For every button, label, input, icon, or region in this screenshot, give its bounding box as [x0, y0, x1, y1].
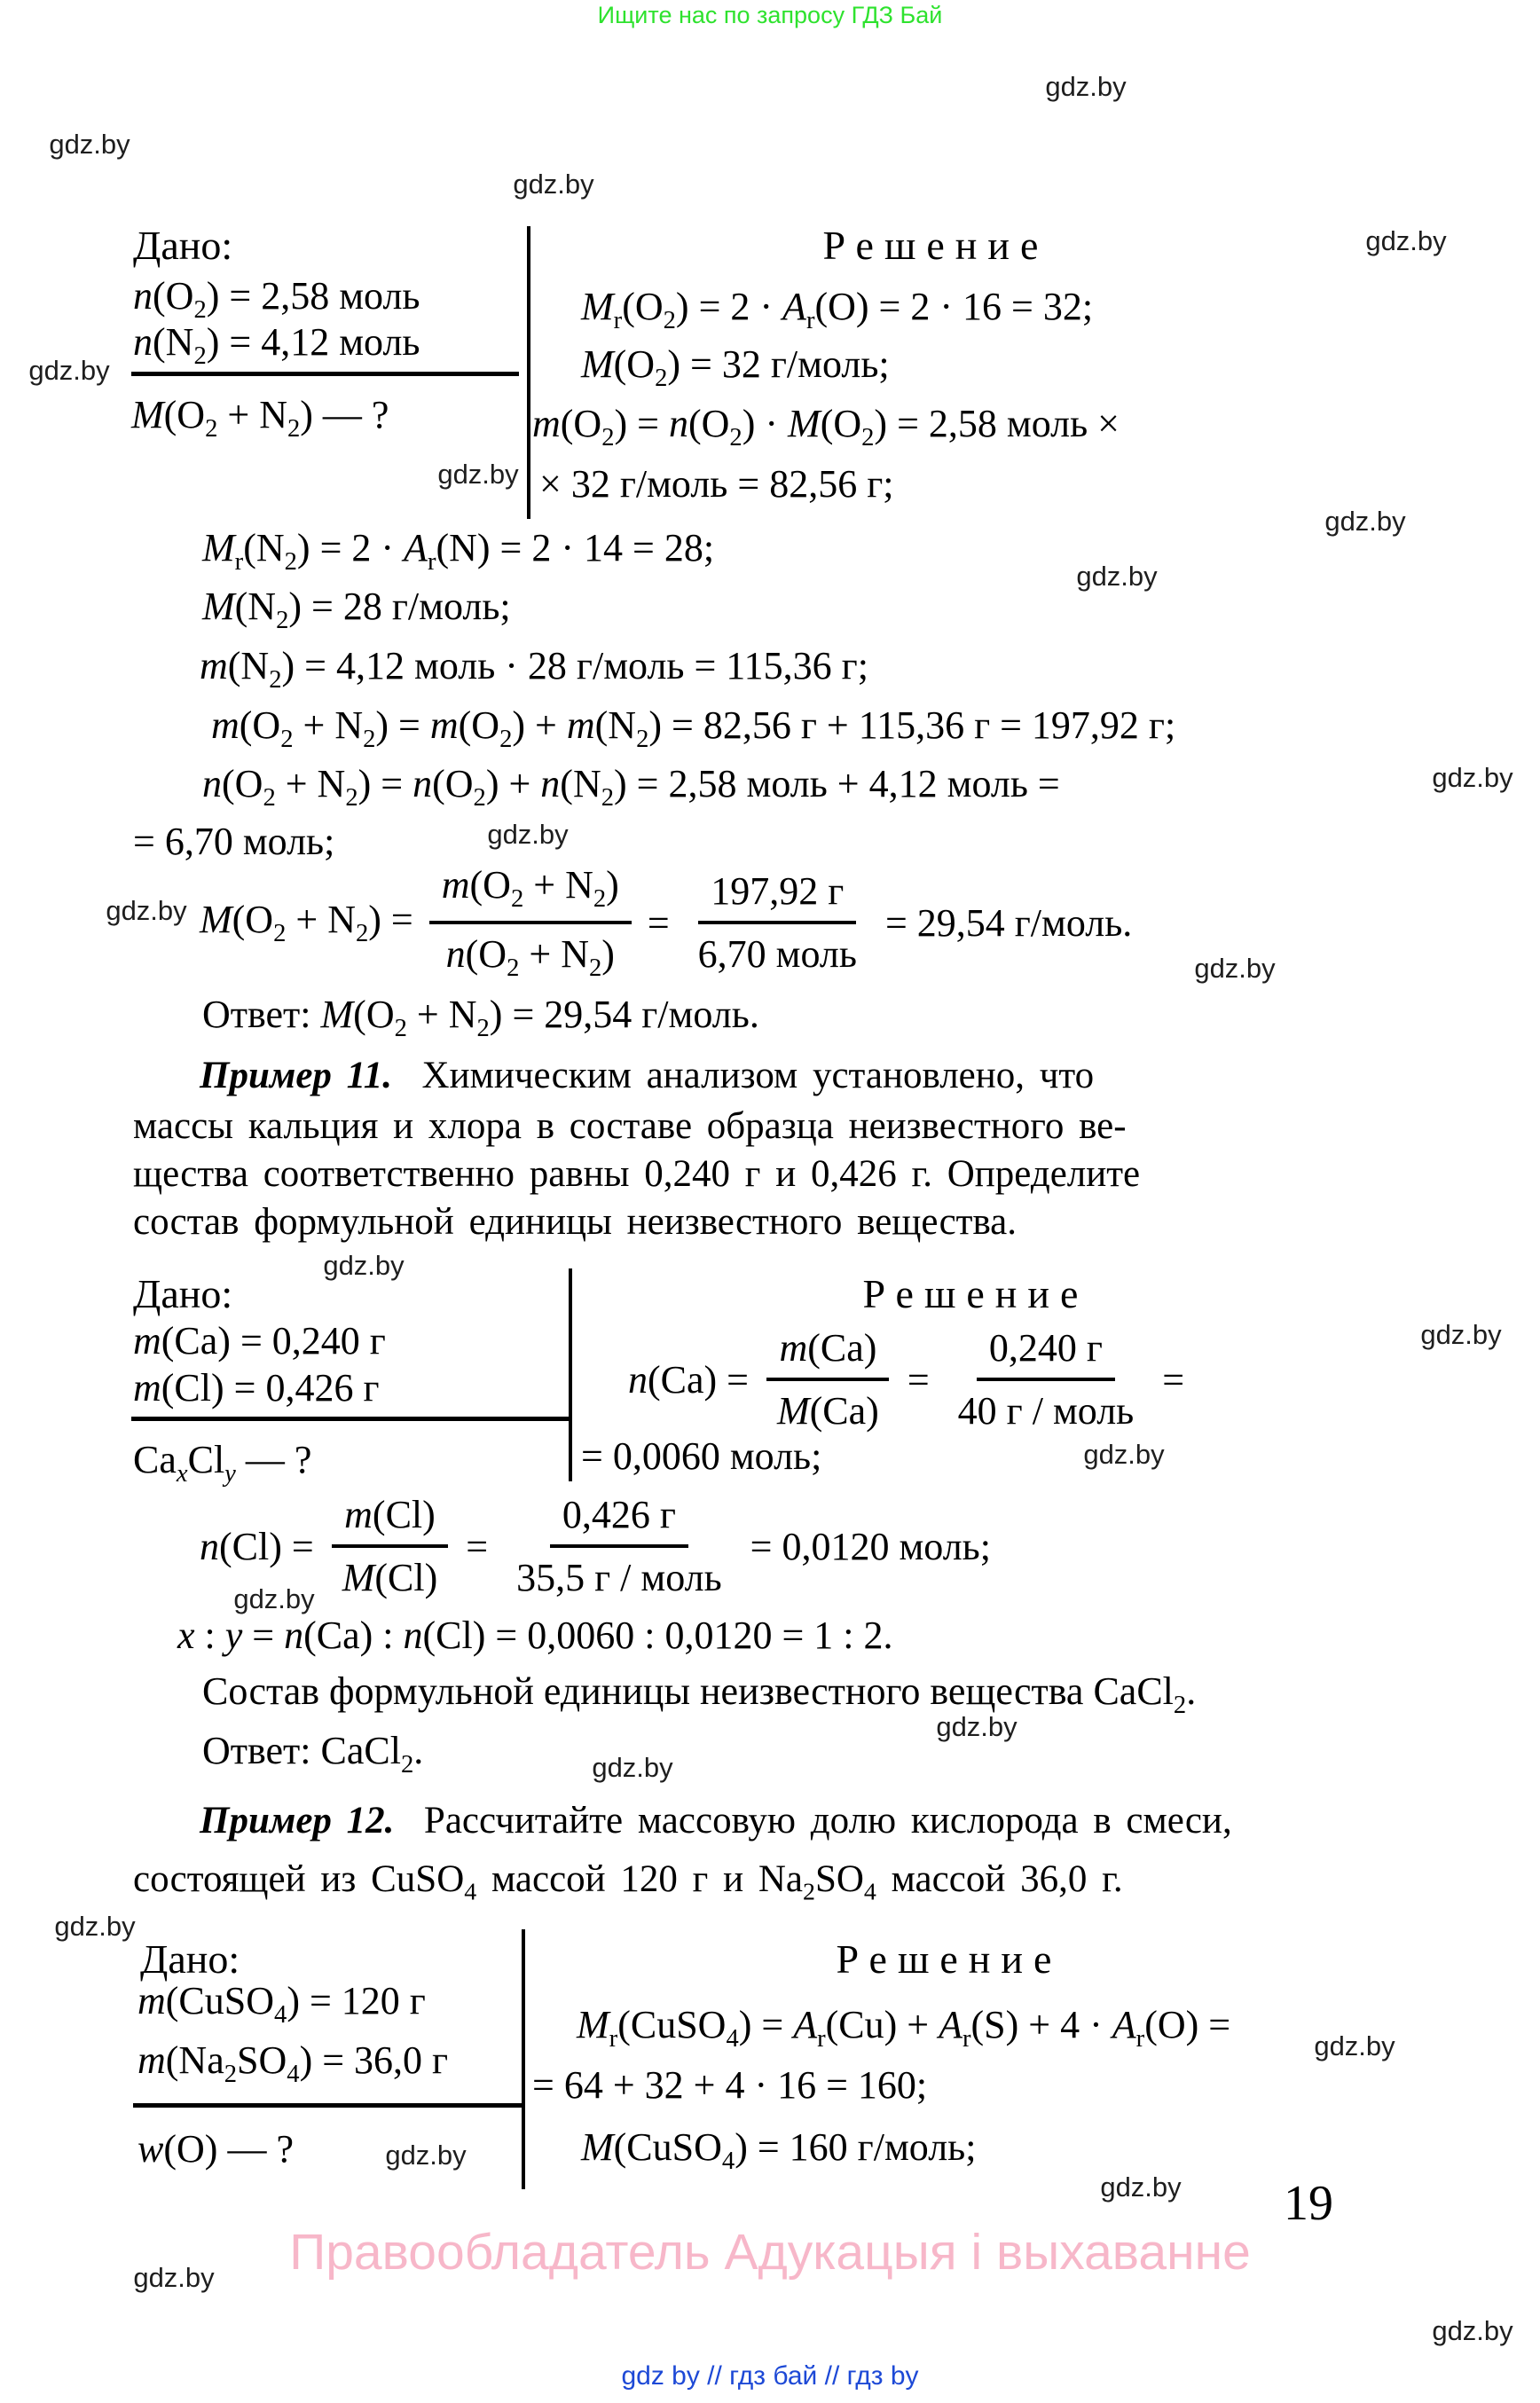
watermark-gdz: gdz.by [487, 819, 569, 850]
solution-line: $M_r(O_2) = 2 \cdot A_r(O) = 2 \cdot 16 = 32$; [581, 285, 1094, 334]
fraction-denominator: 6,70 моль [697, 932, 857, 976]
given-underline-p11 [131, 1417, 569, 1421]
answer-line-p10: Ответ: $M(O_2 + N_2) = 29,54$ г/моль. [202, 993, 759, 1042]
problem11-statement-text: Химическим анализом установлено, что [421, 1055, 1095, 1096]
fraction [765, 1325, 892, 1433]
given-solution-divider-p10 [527, 226, 530, 519]
solution-line: $m(N_2) = 4,12$ моль · 28 г/моль = 115,36 г; [200, 644, 868, 694]
equation-n-chlorine [200, 1484, 991, 1608]
watermark-gdz: gdz.by [1314, 2030, 1395, 2061]
given-line: $m(Na_2SO_4) = 36,0$ г [138, 2038, 449, 2088]
equation-molar-mass-mixture [200, 860, 1132, 985]
copyright-footer: Правообладатель Адукацыя і выхаванне [289, 2224, 1251, 2281]
fraction [504, 1492, 735, 1600]
solution-line: $M_r(N_2) = 2 \cdot A_r(N) = 2 \cdot 14 = 28$; [202, 526, 715, 576]
equation-lhs: $M(O_2 + N_2)$ = [200, 898, 413, 947]
equals-sign: = [907, 1357, 930, 1402]
fraction [330, 1492, 451, 1600]
equation-rhs: = 29,54 г/моль. [884, 900, 1133, 945]
fraction-denominator: $n(O_2 + N_2)$ [445, 932, 615, 982]
fraction-numerator: 197,92 г [698, 868, 856, 924]
solution-line: $M(O_2) = 32$ г/моль; [581, 342, 890, 392]
fraction-numerator: m(Cl) [332, 1492, 448, 1548]
watermark-gdz: gdz.by [133, 2262, 215, 2293]
given-line: m(CuSO$_4$) = 120 г [138, 1979, 426, 2029]
promo-header: Ищите нас по запросу ГДЗ Бай [597, 2, 943, 28]
given-underline-p12 [133, 2103, 522, 2108]
problem12-statement-line [200, 1797, 1232, 1845]
problem12-title: Пример 12. [200, 1800, 395, 1842]
solution-header-p12: Решение [836, 1936, 1063, 1982]
watermark-gdz: gdz.by [54, 1911, 136, 1942]
solution-line: $m(O_2 + N_2) = m(O_2) + m(N_2) = 82,56$ г + 115,36 г = 197,92 г; [211, 703, 1176, 753]
solution-line: M(CuSO$_4$) = 160 г/моль; [581, 2125, 977, 2175]
watermark-gdz: gdz.by [513, 169, 594, 200]
equation-rhs: = [1162, 1357, 1185, 1402]
solution-header-p10: Решение [822, 223, 1049, 268]
answer-line-p11: Ответ: CaCl$_2$. [202, 1729, 424, 1779]
watermark-gdz: gdz.by [323, 1250, 405, 1281]
fraction-numerator: 0,426 г [550, 1492, 688, 1548]
watermark-gdz: gdz.by [437, 459, 519, 490]
fraction-denominator: M(Cl) [342, 1556, 438, 1599]
watermark-gdz: gdz.by [49, 129, 130, 160]
fraction [429, 862, 632, 983]
problem11-statement-line: массы кальция и хлора в составе образца неизвестного ве- [133, 1105, 1127, 1147]
equals-sign: = [466, 1524, 489, 1568]
given-solution-divider-p11 [569, 1268, 572, 1481]
solution-line: x : y = n(Ca) : n(Cl) = 0,0060 : 0,0120 = 1 : 2. [177, 1614, 893, 1657]
footer-links[interactable]: gdz by // гдз бай // гдз by [621, 2361, 919, 2391]
problem12-statement-line: состоящей из CuSO$_4$ массой 120 г и $Na_2SO_4$ массой 36,0 г. [133, 1858, 1123, 1906]
equation-lhs: n(Ca) = [628, 1357, 749, 1402]
fraction-denominator: M(Ca) [777, 1389, 879, 1433]
given-header-p10: Дано: [133, 223, 233, 268]
solution-line: = 64 + 32 + 4 · 16 = 160; [532, 2063, 928, 2107]
fraction-denominator: 40 г / моль [957, 1389, 1135, 1433]
given-underline-p10 [131, 372, 519, 376]
problem11-statement-line: состав формульной единицы неизвестного вещества. [133, 1201, 1018, 1243]
find-line-p10: $M(O_2 + N_2)$ — ? [131, 393, 389, 443]
fraction [946, 1325, 1147, 1433]
watermark-gdz: gdz.by [592, 1752, 673, 1783]
watermark-gdz: gdz.by [106, 895, 187, 926]
problem11-statement-line [200, 1052, 1094, 1100]
problem12-statement-text: Рассчитайте массовую долю кислорода в смеси, [423, 1800, 1232, 1842]
watermark-gdz: gdz.by [385, 2140, 467, 2171]
given-line: $n(N_2) = 4,12$ моль [133, 320, 420, 370]
watermark-gdz: gdz.by [28, 355, 110, 386]
watermark-gdz: gdz.by [1324, 506, 1406, 537]
solution-line: $m(O_2) = n(O_2) \cdot M(O_2) = 2,58$ моль × [532, 402, 1120, 452]
solution-line: $M_r(CuSO_4) = A_r(Cu) + A_r(S) + 4 \cdot A_r(O)$ = [577, 2003, 1231, 2053]
watermark-gdz: gdz.by [233, 1583, 315, 1614]
page-number: 19 [1284, 2176, 1333, 2231]
given-header-p11: Дано: [133, 1271, 233, 1316]
solution-header-p11: Решение [862, 1271, 1089, 1316]
given-line: m(Ca) = 0,240 г [133, 1319, 386, 1362]
find-line-p12: w(O) — ? [138, 2127, 294, 2171]
equation-lhs: n(Cl) = [200, 1524, 314, 1568]
solution-line: $n(O_2 + N_2) = n(O_2) + n(N_2) = 2,58$ моль + 4,12 моль = [202, 762, 1060, 812]
given-line: m(Cl) = 0,426 г [133, 1366, 380, 1410]
solution-line: = 0,0060 моль; [581, 1434, 822, 1478]
watermark-gdz: gdz.by [1100, 2171, 1182, 2203]
equals-sign: = [647, 900, 670, 945]
solution-line: Состав формульной единицы неизвестного вещества CaCl$_2$. [202, 1669, 1197, 1719]
problem11-statement-line: щества соответственно равны 0,240 г и 0,426 г. Определите [133, 1153, 1141, 1195]
fraction-numerator: $m(O_2 + N_2)$ [429, 862, 632, 924]
given-header-p12: Дано: [140, 1936, 240, 1982]
problem11-title: Пример 11. [200, 1055, 393, 1096]
watermark-gdz: gdz.by [936, 1711, 1018, 1742]
solution-line: = 6,70 моль; [133, 820, 335, 863]
watermark-gdz: gdz.by [1432, 762, 1513, 793]
given-solution-divider-p12 [522, 1929, 525, 2189]
equation-rhs: = 0,0120 моль; [750, 1524, 991, 1568]
equation-n-calcium [628, 1317, 1184, 1441]
fraction-numerator: m(Ca) [766, 1325, 889, 1381]
watermark-gdz: gdz.by [1432, 2315, 1513, 2346]
watermark-gdz: gdz.by [1076, 561, 1158, 592]
watermark-gdz: gdz.by [1045, 71, 1127, 102]
solution-line: $M(N_2) = 28$ г/моль; [202, 585, 511, 634]
find-line-p11: $Ca_xCl_y$ — ? [133, 1438, 312, 1488]
watermark-gdz: gdz.by [1420, 1319, 1502, 1350]
given-line: $n(O_2) = 2,58$ моль [133, 274, 420, 324]
watermark-gdz: gdz.by [1194, 953, 1276, 984]
watermark-gdz: gdz.by [1083, 1439, 1165, 1470]
fraction-numerator: 0,240 г [977, 1325, 1115, 1381]
solution-line: × 32 г/моль = 82,56 г; [539, 462, 894, 506]
fraction-denominator: 35,5 г / моль [516, 1556, 722, 1599]
fraction [686, 868, 869, 977]
watermark-gdz: gdz.by [1365, 225, 1447, 256]
